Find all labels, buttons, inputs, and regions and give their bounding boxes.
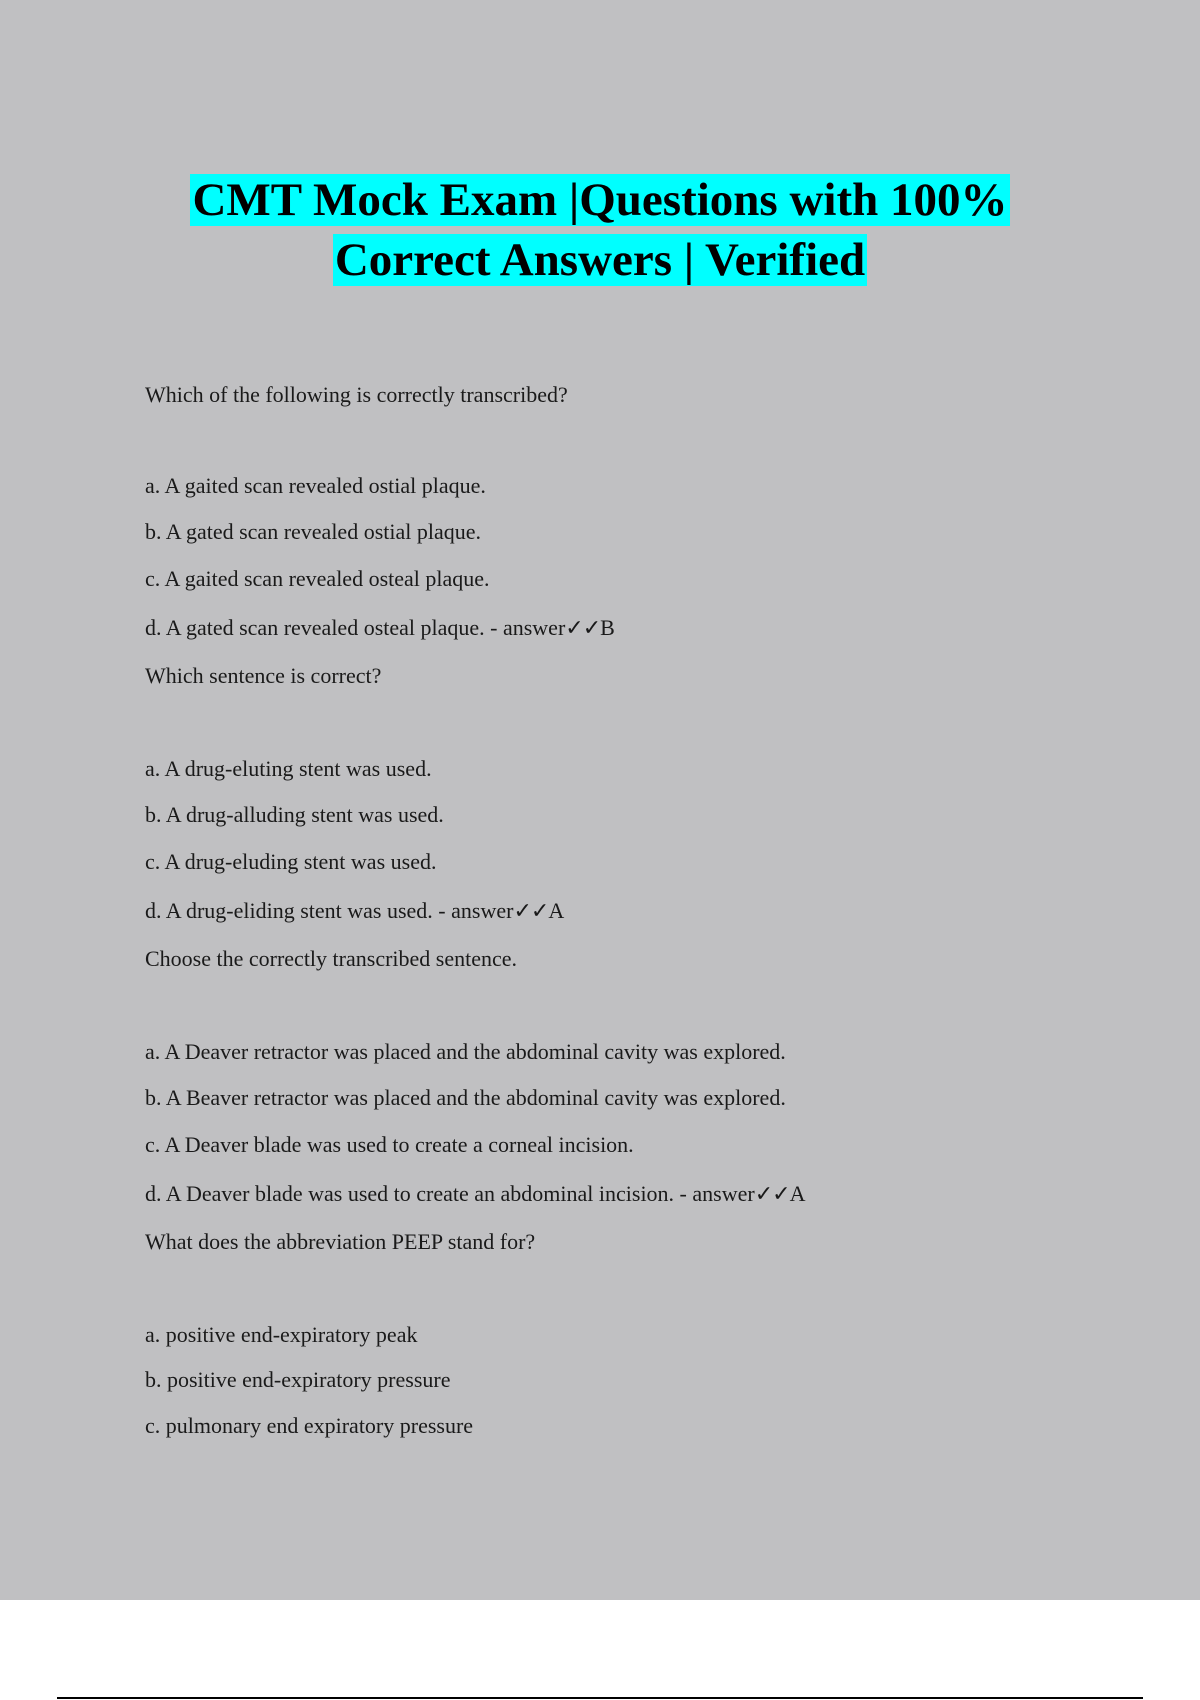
question-option: c. A gaited scan revealed osteal plaque. bbox=[145, 566, 490, 591]
question-option: c. pulmonary end expiratory pressure bbox=[145, 1413, 474, 1438]
question-option: a. positive end-expiratory peak bbox=[145, 1322, 418, 1347]
question-prompt: What does the abbreviation PEEP stand for? bbox=[145, 1229, 536, 1254]
question-option: d. A drug-eliding stent was used. - answer bbox=[145, 898, 514, 923]
question-option: a. A Deaver retractor was placed and the abdominal cavity was explored. bbox=[145, 1039, 786, 1064]
question-option-answer-line bbox=[145, 1181, 805, 1207]
question-option: c. A drug-eluding stent was used. bbox=[145, 849, 437, 874]
answer-letter: A bbox=[789, 1181, 806, 1206]
answer-letter: A bbox=[548, 898, 565, 923]
answer-letter: B bbox=[600, 615, 615, 640]
title-line-2: Correct Answers | Verified bbox=[334, 234, 866, 286]
footer-divider bbox=[57, 1697, 1143, 1699]
question-prompt: Which sentence is correct? bbox=[145, 663, 382, 688]
check-icon: ✓✓ bbox=[754, 1181, 790, 1206]
question-prompt: Which of the following is correctly transcribed? bbox=[145, 382, 568, 407]
question-option-answer-line bbox=[145, 615, 615, 641]
question-option: b. A drug-alluding stent was used. bbox=[145, 802, 444, 827]
check-icon: ✓✓ bbox=[513, 898, 549, 923]
question-option: b. A gated scan revealed ostial plaque. bbox=[145, 519, 481, 544]
document-title bbox=[0, 170, 1200, 290]
question-option-answer-line bbox=[145, 898, 564, 924]
question-option: b. positive end-expiratory pressure bbox=[145, 1367, 451, 1392]
title-line-1: CMT Mock Exam |Questions with 100% bbox=[192, 174, 1008, 226]
question-option: d. A gated scan revealed osteal plaque. - answer bbox=[145, 615, 566, 640]
question-option: b. A Beaver retractor was placed and the abdominal cavity was explored. bbox=[145, 1085, 786, 1110]
question-prompt: Choose the correctly transcribed sentence. bbox=[145, 946, 518, 971]
question-option: a. A gaited scan revealed ostial plaque. bbox=[145, 473, 486, 498]
question-option: d. A Deaver blade was used to create an abdominal incision. - answer bbox=[145, 1181, 755, 1206]
question-option: a. A drug-eluting stent was used. bbox=[145, 756, 432, 781]
question-option: c. A Deaver blade was used to create a corneal incision. bbox=[145, 1132, 634, 1157]
check-icon: ✓✓ bbox=[565, 615, 601, 640]
